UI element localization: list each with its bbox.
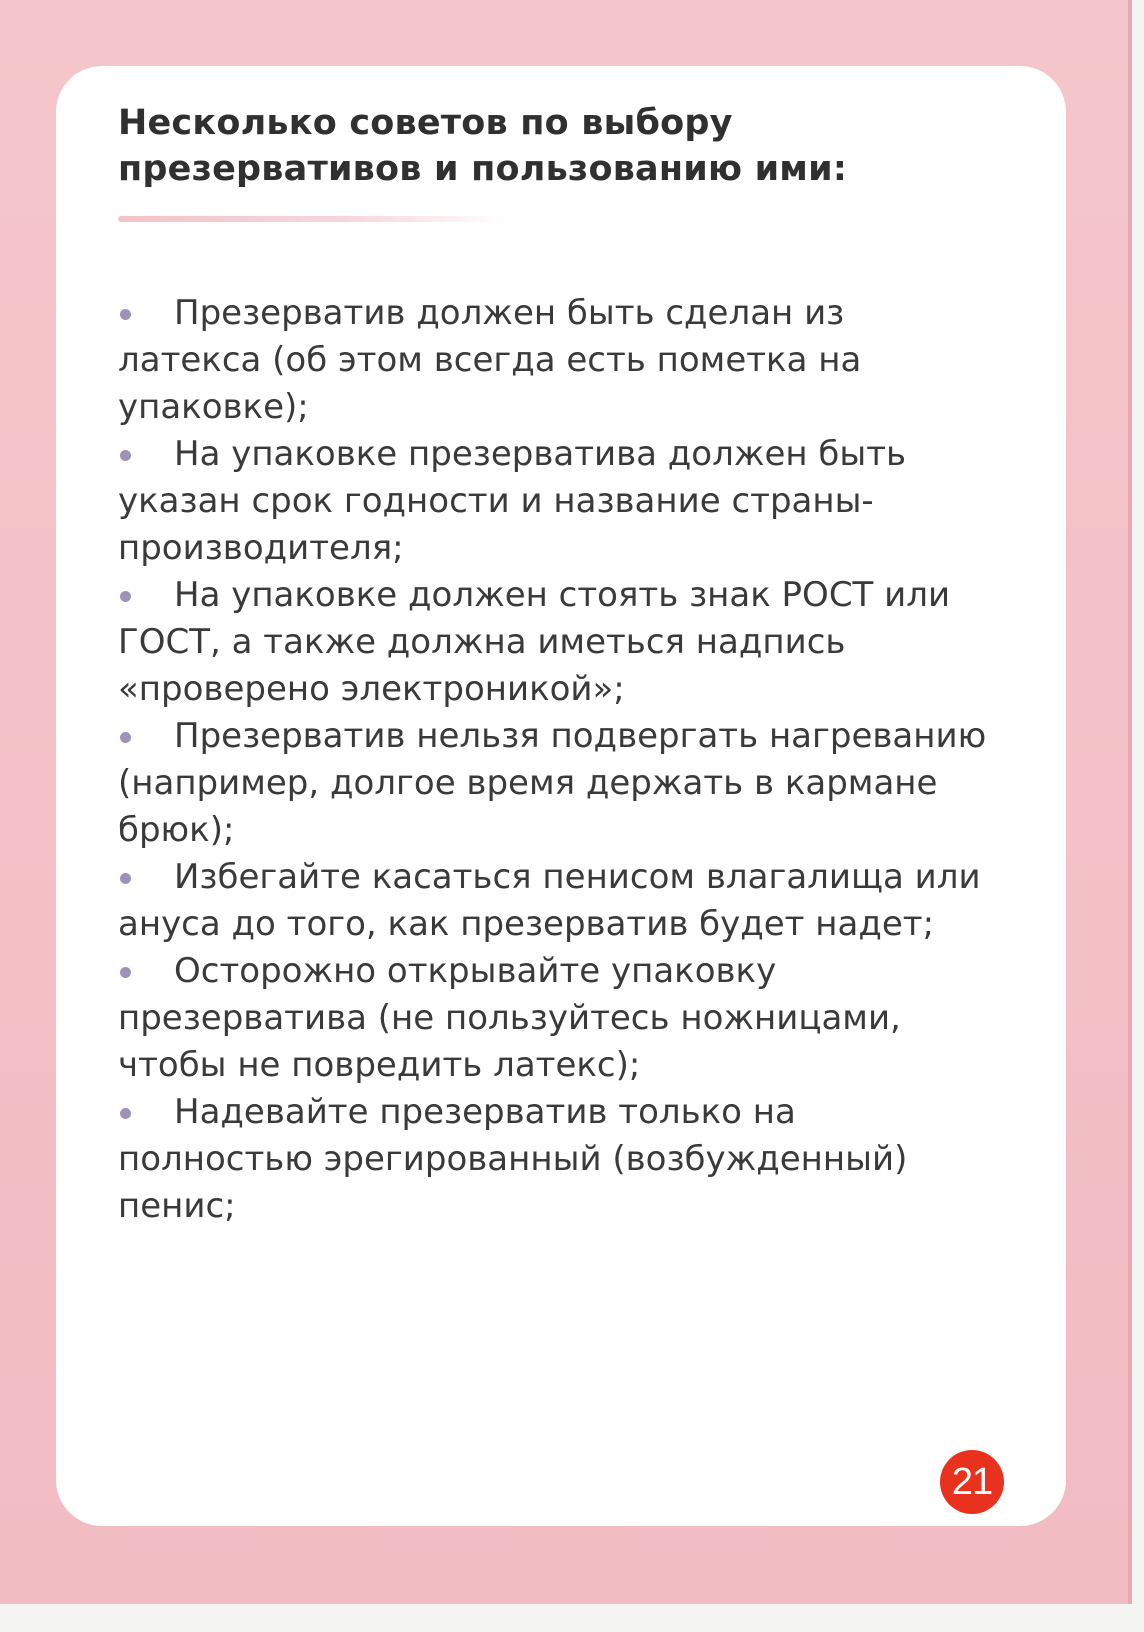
bullet-icon [120, 967, 131, 978]
bullet-icon [120, 591, 131, 602]
tip-text: Презерватив нельзя подвергать нагреванию (например, долгое время держать в кармане брюк); [118, 716, 987, 850]
tip-text: Осторожно открывайте упаковку презерватива (не пользуйтесь ножницами, чтобы не повредить латекс); [118, 951, 901, 1085]
list-item [118, 431, 998, 572]
list-item [118, 854, 998, 948]
title-line-2: презервативов и пользованию ими: [118, 149, 848, 189]
content-card [56, 66, 1066, 1526]
bullet-icon [120, 873, 131, 884]
title-underline [118, 216, 508, 222]
tip-text: На упаковке должен стоять знак РОСТ или ГОСТ, а также должна иметься надпись «проверено электроникой»; [118, 575, 951, 709]
tip-text: Избегайте касаться пенисом влагалища или ануса до того, как презерватив будет надет; [118, 857, 981, 944]
title-line-1: Несколько советов по выбору [118, 103, 733, 143]
list-item [118, 713, 998, 854]
bullet-icon [120, 732, 131, 743]
tip-text: Презерватив должен быть сделан из латекса (об этом всегда есть пометка на упаковке); [118, 293, 862, 427]
page-title [118, 100, 998, 192]
tip-text: На упаковке презерватива должен быть указан срок годности и название страны-производителя; [118, 434, 907, 568]
tips-list [118, 290, 998, 1230]
list-item [118, 572, 998, 713]
bullet-icon [120, 1108, 131, 1119]
list-item [118, 1089, 998, 1230]
tip-text: Надевайте презерватив только на полностью эрегированный (возбужденный) пенис; [118, 1092, 908, 1226]
list-item [118, 948, 998, 1089]
page-number-badge: 21 [940, 1450, 1004, 1514]
bullet-icon [120, 309, 131, 320]
list-item [118, 290, 998, 431]
bullet-icon [120, 450, 131, 461]
